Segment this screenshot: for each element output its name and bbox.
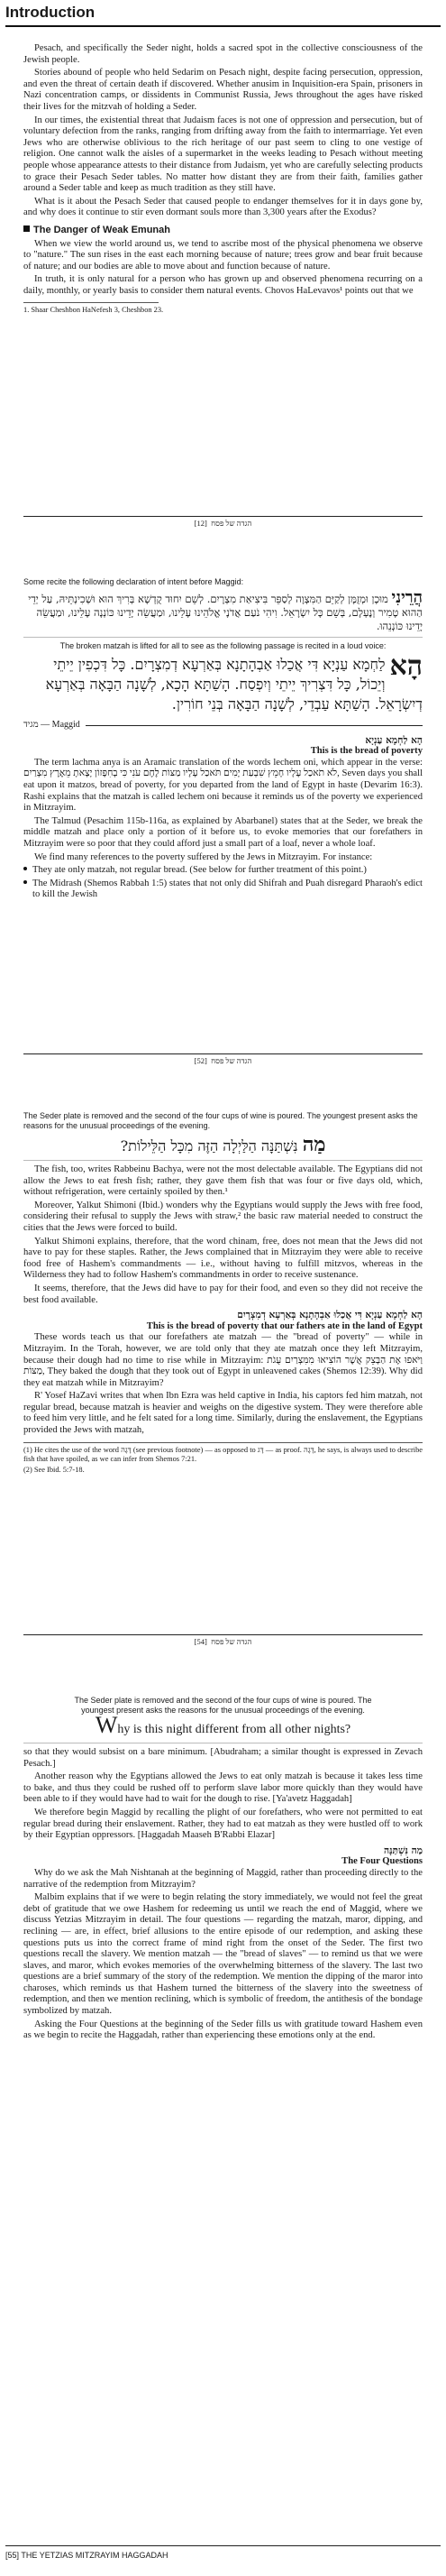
list-item: They ate only matzah, not regular bread. (See below for further treatment of this point.) — [23, 865, 423, 877]
mah-nishtanah-heading: מַה נִּשְׁתַּנָּה הַלַּיְלָה הַזֶּה מִכָּל הַלֵּילוֹת? — [120, 1133, 326, 1156]
page-title: Introduction — [5, 4, 96, 21]
bottom-divider — [5, 2545, 441, 2546]
divider — [23, 1160, 423, 1161]
intro-section — [23, 43, 423, 317]
bullet-icon — [23, 880, 27, 884]
questions-paragraph: Malbim explains that if we were to begin relating the story immediately, we would not feel the great debt of gratitude that we owe Hashem for redeeming us until we reach the end of Maggid, where we discuss Yetzias Mitzrayim in detail. The four questions — regarding the matzah, maror, dipping, and reclining — are, in effect, brief allusions to the entire episode of our redemption, and asking these questions puts us into the correct frame of mind right from the onset of the Seder. The first two questions recall the slavery. We mention matzah — the "bread of slaves" — to remind us that we were slaves, and maror, which evokes memories of the overwhelming bitterness of the slavery. The last two questions are a brief summary of the story of the redemption. We mention the dipping of the maror into charoses, which reminds us that Hashem turned the bitterness of the slavery into the sweetness of redemption, and then we mention reclining, which is symbolic of freedom, the antithesis of the bondage symbolized by matzah. — [23, 1892, 423, 2017]
lechem-paragraph: We find many references to the poverty suffered by the Jews in Mitzrayim. For instance: — [34, 851, 373, 862]
page-55 — [23, 1696, 423, 2044]
lechem-hebrew: הָא לַחְמָא עַנְיָא — [365, 734, 423, 746]
questions-paragraph: Why do we ask the Mah Nishtanah at the beginning of Maggid, rather than proceeding directly to the narrative of the redemption from Mitzrayim? — [23, 1867, 423, 1890]
seder-note: The Seder plate is removed and the second of the four cups of wine is poured. The youngest present asks the reasons for the unusual proceedings of the evening. — [23, 1111, 418, 1130]
ancestors-paragraph: These words teach us that our forefathers ate matzah — the "bread of poverty" — while in Mitzrayim. In the Torah, however, we are told only that they ate matzah once they left Mitzrayim, because their dough had no time to rise while in Mitzrayim: וַיֹּאפוּ אֶת הַבָּצֵק אֲשֶׁר הוֹצִיאוּ מִמִּצְרַיִם עֻגֹת מַצּוֹת, They baked the dough that they took out of Egypt in unleavened cakes (Shemos 12:39). Why did they eat matzah while in Mitzrayim? — [23, 1332, 423, 1388]
page-52 — [23, 577, 423, 903]
footnote-divider — [23, 302, 159, 303]
book-footer: [55] THE YETZIAS MITZRAYIM HAGGADAH — [5, 2551, 168, 2560]
fish-paragraph: It seems, therefore, that the Jews did have to pay for their food, and even so they did not receive the best food available. — [23, 1283, 423, 1305]
divider — [23, 637, 423, 638]
maggid-bar — [23, 720, 423, 731]
lechem-title: This is the bread of poverty — [310, 746, 423, 757]
ancestors-paragraph: R' Yosef HaZavi writes that when Ibn Ezra was held captive in India, his captors fed him matzah, not regular bread, because matzah is heavier and weighs on the digestive system. They were therefore able to feed him very little, and he felt sated for a long time. Similarly, during the enslavement, the Egyptians provided the Jews with matzah, — [23, 1391, 423, 1436]
fish-paragraph: Yalkut Shimoni explains, therefore, that the word chinam, free, does not mean that the Jews did not have to pay for these staples. Rather, the Jews complained that in Mitzrayim they were able to receive food free of Hashem's commandments — i.e., without having to fulfill mitzvos, whereas in the Wilderness they had to follow Hashem's commandments in order to receive sustenance. — [23, 1236, 423, 1281]
matzah-paragraph: Another reason why the Egyptians allowed the Jews to eat only matzah is because it takes less time to bake, and thus they could be rushed off to perform slave labor more quickly than they would have been able to if they would have had to wait for the dough to rise. [Ya'avetz Haggadah] — [23, 1771, 423, 1805]
page-footer-52: הגדה של פסח [52] — [23, 1053, 423, 1065]
page-footer-12: הגדה של פסח [12] — [23, 516, 423, 528]
fish-paragraph: The fish, too, writes Rabbeinu Bachya, were not the most delectable available. The Egyptians did not allow the Jews to eat fresh fish; rather, they gave them fish that was four or five days old, which, without refrigeration, were certainly spoiled by then.¹ — [23, 1164, 423, 1198]
footnote-divider — [23, 1442, 423, 1443]
lechem-paragraph: The term lachma anya is an Aramaic translation of the words lechem oni, which appear in the verse: לֹא תֹאכַל עָלָיו חָמֵץ שִׁבְעַת יָמִים תֹּאכַל עָלָיו מַצּוֹת לֶחֶם עֹנִי כִּי בְחִפָּזוֹן יָצָאתָ מֵאֶרֶץ מִצְרַיִם, Seven days you shall eat upon it matzos, bread of poverty, for you departed from the land of Egypt in haste (Devarim 16:3). Rashi explains that the matzah is called lechem oni because it reminds us of the poverty we experienced in Mitzrayim. — [23, 757, 423, 814]
why-heading: Why is this night different from all other nights? — [95, 1712, 351, 1738]
list-item: The Midrash (Shemos Rabbah 1:5) states that not only did Shifrah and Puah disregard Pharaoh's edict to kill the Jewish — [23, 879, 423, 901]
intro-paragraph: Stories abound of people who held Sedarim on Pesach night, despite facing persecution, oppression, and even the threat of certain death if discovered. Whether anusim in Inquisition-era Spain, prisoners in Nazi concentration camps, or dissidents in Communist Russia, Jews throughout the ages have risked their lives for the mitzvah of holding a Seder. — [23, 68, 423, 112]
ha-lachma-passage: הָא לַחְמָא עַנְיָא דִּי אֲכַלוּ אַבְהָתָנָא בְּאַרְעָא דְמִצְרָיִם. כָּל דִּכְפִין יֵיתֵי וְיֵכוֹל, כָּל דִּצְרִיךְ יֵיתֵי וְיִפְסַח. הָשַׁתָּא הָכָא, לְשָׁנָה הַבָּאָה בְּאַרְעָא דְיִשְׂרָאֵל. הָשַׁתָּא עַבְדֵי, לְשָׁנָה הַבָּאָה בְּנֵי חוֹרִין. — [45, 650, 423, 713]
maggid-label: מגיד — Maggid — [23, 720, 80, 730]
intent-declaration: הֲרֵינִי מוּכָן וּמְזֻמָּן לְקַיֵּם הַמִּצְוָה לְסַפֵּר בִּיצִיאַת מִצְרָיִם. לְשֵׁם יִחוּד קֻדְשָׁא בְּרִיךְ הוּא וּשְׁכִינְתֵּיהּ, עַל יְדֵי הַהוּא טָמִיר וְנֶעְלָם, בְּשֵׁם כָּל יִשְׂרָאֵל. וִיהִי נֹעַם אֲדֹנָי אֱלֹהֵינוּ עָלֵינוּ, וּמַעֲשֵׂה יָדֵינוּ כּוֹנְנָה עָלֵינוּ, וּמַעֲשֵׂה יָדֵינוּ כּוֹנְנֵהוּ. — [28, 588, 423, 632]
questions-paragraph: Asking the Four Questions at the beginning of the Seder fills us with gratitude toward Hashem even as we begin to recite the Haggadah, rather than experiencing these emotions only at the end. — [23, 2019, 423, 2041]
ancestors-title: This is the bread of poverty that our fathers ate in the land of Egypt — [146, 1320, 423, 1331]
intent-note: Some recite the following declaration of intent before Maggid: — [23, 577, 244, 586]
square-bullet-icon — [23, 225, 30, 232]
bullet-icon — [23, 867, 27, 870]
mah-nishtanah-hebrew: מַה נִּשְׁתַּנָּה — [383, 1845, 423, 1856]
intro-paragraph: Pesach, and specifically the Seder night, holds a sacred spot in the collective consciousness of the Jewish people. — [23, 43, 423, 65]
fish-paragraph: Moreover, Yalkut Shimoni (Ibid.) wonders why the Egyptians would supply the Jews with free food, considering their refusal to supply the Jews with straw,² the basic raw material needed to construct the cities that the Jews were forced to build. — [23, 1200, 423, 1233]
intro-paragraph: In our times, the existential threat that Judaism faces is not one of oppression and persecution, but of voluntary defection from the ranks, ranging from drifting away from the faith to intermarriage. Yet even Jews who are otherwise oblivious to the rich heritage of our past seem to cling to one vestige of religion. One cannot walk the aisles of a supermarket in the weeks leading to Pesach without meeting people whose appearance attests to their distance from Judaism, yet who are carefully selecting products to grace their Pesach Seder tables. No matter how distant they are from their faith, families gather around a Seder table and keep as much tradition as they still have. — [23, 115, 423, 194]
matzah-note: The broken matzah is lifted for all to see as the following passage is recited in a loud voice: — [59, 641, 387, 650]
intro-paragraph: What is it about the Pesach Seder that caused people to endanger themselves for it in days gone by, and why does it continue to stir even dormant souls more than 3,300 years after the Exodus? — [23, 196, 423, 218]
footnote: (2) See Ibid. 5:7-18. — [23, 1465, 85, 1474]
matzah-paragraph: We therefore begin Maggid by recalling the plight of our forefathers, who were not permitted to eat regular bread during their enslavement. Rather, they had to eat matzah as they were hustled off to work by their Egyptian oppressors. [Haggadah Maaseh B'Rabbi Elazar] — [23, 1807, 423, 1841]
lechem-paragraph: The Talmud (Pesachim 115b-116a, as explained by Abarbanel) states that at the Seder, we break the middle matzah and place only a portion of it before us, to evoke memories that our forefathers in Mitzrayim were so poor that they could afford just a small part of a loaf, never a whole loaf. — [23, 815, 423, 849]
maggid-rule — [86, 725, 423, 726]
footnote: (1) He cites the use of the word דָּגָה (see previous footnote) — as opposed to דָּג — as proof. דָּגָה, he says, is always used to describe fish that have spoiled, as we can infer from Shemos 7:21. — [23, 1445, 423, 1463]
four-questions-title: The Four Questions — [341, 1856, 423, 1867]
title-divider — [5, 25, 441, 27]
emunah-paragraph: When we view the world around us, we tend to ascribe most of the physical phenomena we observe to "nature." The sun rises in the east each morning because of nature; trees grow and bear fruit because of nature; and our bodies are able to move about and function because of nature. — [23, 238, 423, 271]
ancestors-hebrew: הָא לַחְמָא עַנְיָא דִּי אֲכַלוּ אַבְהָתָנָא בְּאַרְעָא דְמִצְרָיִם — [237, 1310, 423, 1321]
emunah-heading: The Danger of Weak Emunah — [23, 225, 423, 236]
page-54 — [23, 1111, 423, 1477]
emunah-paragraph: In truth, it is only natural for a person who has grown up and observed phenomena recurring on a daily, monthly, or yearly basis to consider them natural events. Chovos HaLevavos¹ points out that we — [23, 274, 423, 296]
footnote: 1. Shaar Cheshbon HaNefesh 3, Cheshbon 23. — [23, 306, 164, 315]
matzah-paragraph: so that they would subsist on a bare minimum. [Abudraham; a similar thought is expressed in Zevach Pesach.] — [23, 1747, 423, 1769]
page-footer-54: הגדה של פסח [54] — [23, 1634, 423, 1646]
seder-note: The Seder plate is removed and the second of the four cups of wine is poured. The youngest present asks the reasons for the unusual proceedings of the evening. — [74, 1696, 372, 1715]
